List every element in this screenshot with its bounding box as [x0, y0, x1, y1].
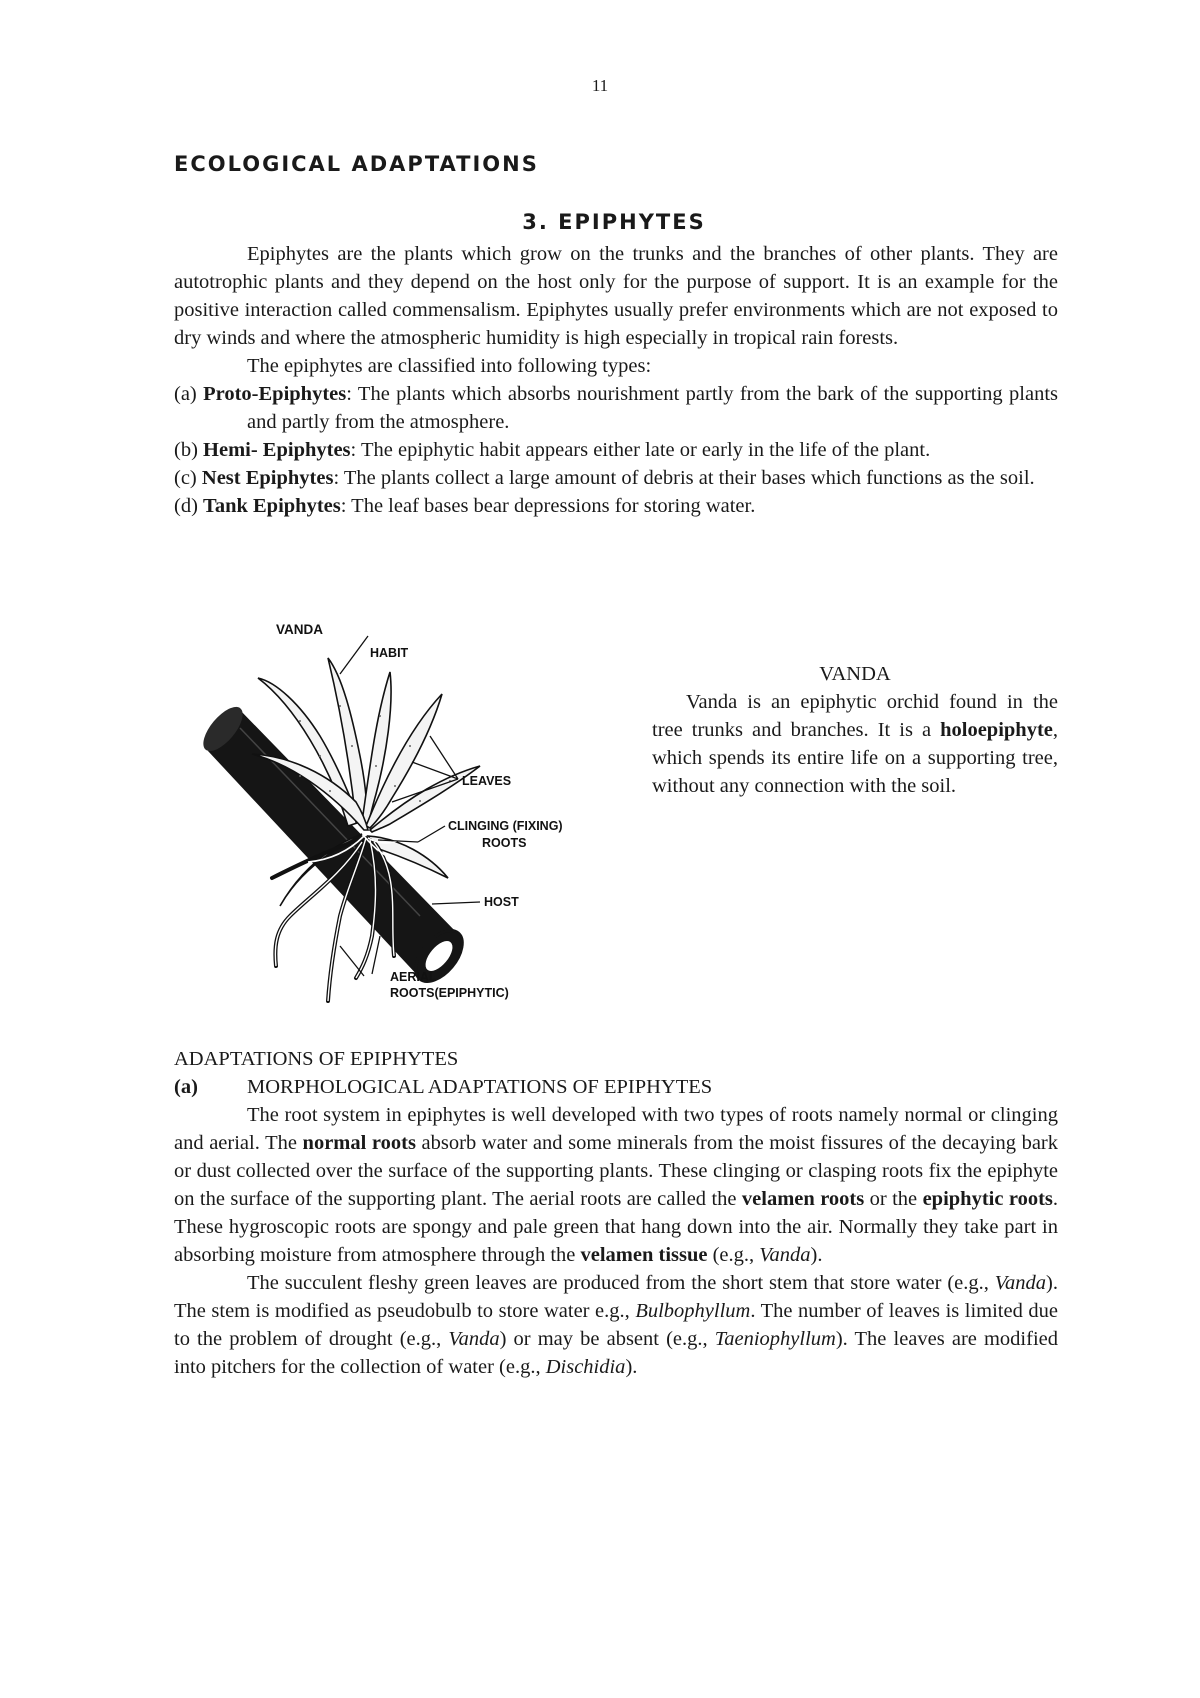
chapter-title: 3. EPIPHYTES [522, 210, 706, 234]
type-term: Tank Epiphytes [203, 495, 341, 517]
host-label: HOST [484, 895, 519, 909]
species-name: Dischidia [545, 1356, 626, 1378]
figure-title: VANDA [276, 622, 323, 637]
type-term: Nest Epiphytes [201, 467, 334, 489]
adaptations-heading: ADAPTATIONS OF EPIPHYTES [174, 1048, 459, 1070]
paragraph-text: The succulent fleshy green leaves are produced from the short stem that store water (e.g., [247, 1272, 995, 1294]
vanda-text: Vanda is an epiphytic orchid found in the tree trunks and branches. It is a [652, 691, 1058, 741]
list-marker: (c) [174, 467, 197, 489]
clinging-roots-label-line1: CLINGING (FIXING) [448, 819, 563, 833]
vanda-text: , which spends its entire life on a supporting tree, without any connection with the soil. [652, 719, 1058, 797]
intro-paragraph: Epiphytes are the plants which grow on the trunks and the branches of other plants. They are autotrophic plants and they depend on the host only for the purpose of support. It is an example for the positive interaction called commensalism. Epiphytes usually prefer environments which are not exposed to dry winds and where the atmospheric humidity is high especially in tropical rain forests. [174, 243, 1058, 349]
epiphyte-types-list [174, 380, 1058, 520]
species-name: Bulbophyllum [635, 1300, 751, 1322]
list-marker: (a) [174, 383, 197, 405]
habit-label: HABIT [370, 646, 409, 660]
type-term: Hemi- Epiphytes [203, 439, 351, 461]
paragraph-text: ). The stem is modified as pseudobulb to store water e.g., [174, 1272, 1058, 1322]
adaptations-section [174, 1045, 1058, 1381]
species-name: Vanda [448, 1328, 500, 1350]
types-intro: The epiphytes are classified into following types: [247, 355, 652, 377]
type-description: : The leaf bases bear depressions for storing water. [340, 495, 756, 517]
vanda-bold-term: holoepiphyte [940, 719, 1053, 741]
species-name: Vanda [994, 1272, 1047, 1294]
bold-term: normal roots [302, 1132, 416, 1154]
subsection-label: (a) [174, 1076, 198, 1098]
species-name: Taeniophyllum [714, 1328, 836, 1350]
paragraph-text: absorb water and some minerals from the moist fissures of the decaying bark or dust collected over the surface of the supporting plants. These clinging or clasping roots fix the epiphyte on the surface of the supporting plant. The aerial roots are called the [174, 1132, 1058, 1210]
list-marker: (d) [174, 495, 198, 517]
page-number: 11 [591, 76, 609, 95]
morphological-heading [174, 1073, 1058, 1101]
paragraph-text: The root system in epiphytes is well developed with two types of roots namely normal or clinging and aerial. The [174, 1104, 1058, 1154]
subsection-title: MORPHOLOGICAL ADAPTATIONS OF EPIPHYTES [247, 1076, 713, 1098]
type-description: : The epiphytic habit appears either late or early in the life of the plant. [350, 439, 931, 461]
vanda-figure [180, 616, 620, 1016]
vanda-description [652, 660, 1058, 800]
paragraph-text: ) or may be absent (e.g., [499, 1328, 715, 1350]
list-item [174, 492, 1058, 520]
type-description: : The plants collect a large amount of debris at their bases which functions as the soil. [333, 467, 1035, 489]
bold-term: velamen tissue [580, 1244, 708, 1266]
list-item [174, 380, 1058, 436]
paragraph-text: . These hygroscopic roots are spongy and pale green that hang down into the air. Normally they take part in absorbing moisture from atmosphere through the [174, 1188, 1059, 1266]
vanda-illustration [180, 616, 620, 1016]
aerial-roots-label-line1: AERIAL [390, 970, 437, 984]
type-description: : The plants which absorbs nourishment partly from the bark of the supporting plants and partly from the atmosphere. [247, 383, 1058, 433]
clinging-roots-label-line2: ROOTS [482, 836, 527, 850]
vanda-heading: VANDA [819, 663, 891, 685]
bold-term: epiphytic roots [922, 1188, 1053, 1210]
leaves-paragraph [174, 1269, 1058, 1381]
paragraph-text: . The number of leaves is limited due to the problem of drought (e.g., [174, 1300, 1058, 1350]
list-marker: (b) [174, 439, 198, 461]
section-heading: ECOLOGICAL ADAPTATIONS [174, 152, 539, 176]
paragraph-text: ). The leaves are modified into pitchers for the collection of water (e.g., [174, 1328, 1058, 1378]
paragraph-text: or the [864, 1188, 923, 1210]
species-name: Vanda [759, 1244, 811, 1266]
paragraph-text: (e.g., [707, 1244, 760, 1266]
list-item [174, 464, 1058, 492]
paragraph-text: ). [625, 1356, 638, 1378]
paragraph-text: ). [810, 1244, 823, 1266]
roots-paragraph [174, 1101, 1058, 1269]
type-term: Proto-Epiphytes [203, 383, 347, 405]
bold-term: velamen roots [741, 1188, 865, 1210]
leaves-label: LEAVES [462, 774, 512, 788]
list-item [174, 436, 1058, 464]
vanda-paragraph [652, 688, 1058, 800]
intro-section [174, 240, 1058, 520]
aerial-roots-label-line2: ROOTS(EPIPHYTIC) [390, 986, 509, 1000]
